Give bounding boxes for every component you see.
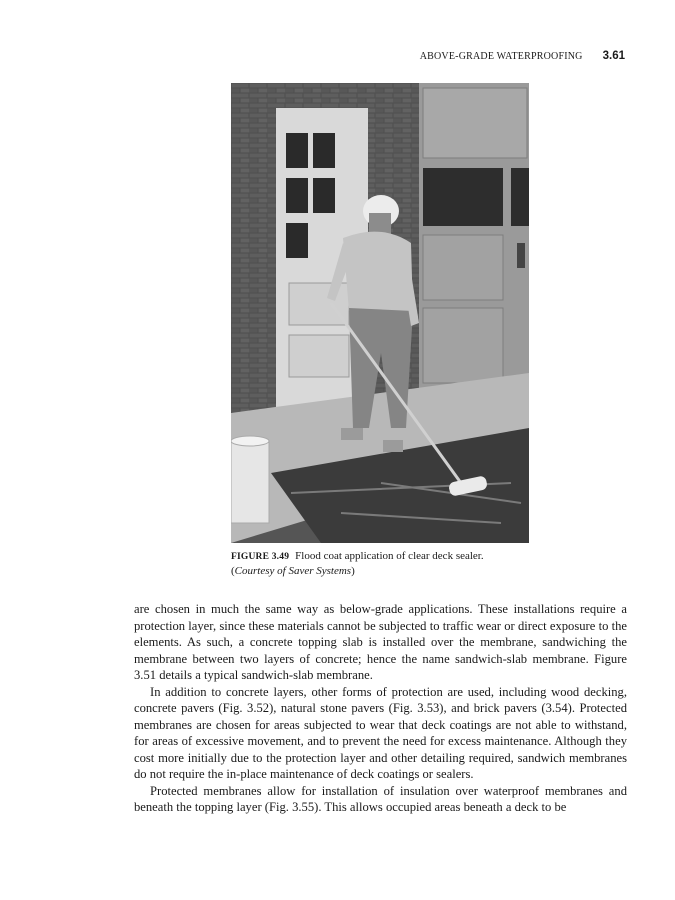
credit-close: )	[351, 565, 355, 577]
figure-label: FIGURE 3.49	[231, 552, 290, 562]
running-header	[0, 46, 625, 64]
caption-text: Flood coat application of clear deck sealer.	[295, 550, 484, 562]
page-number: 3.61	[602, 50, 625, 62]
bucket	[231, 441, 269, 523]
caption-line	[231, 549, 529, 564]
body-text	[134, 601, 627, 816]
figure-photo	[231, 83, 529, 543]
paragraph: Protected membranes allow for installation of insulation over waterproof membranes and beneath the topping layer (Fig. 3.55). This allows occupied areas beneath a deck to be	[134, 783, 627, 814]
paragraph: are chosen in much the same way as below-grade applications. These installations require a protection layer, since these materials cannot be subjected to traffic wear or direct exposure to the elements. As such, a concrete topping slab is installed over the membrane, sandwiching the membrane between two layers of concrete; hence the name sandwich-slab membrane. Figure 3.51 details a typical sandwich-slab membrane.	[134, 602, 627, 682]
credit-open: (	[231, 565, 235, 577]
paragraph: In addition to concrete layers, other forms of protection are used, including wood decking, concrete pavers (Fig. 3.52), natural stone pavers (Fig. 3.53), and brick pavers (3.54). Protected membranes are chosen for areas subjected to wear that deck coatings are not able to withstand, for areas of excessive movement, and to prevent the need for excess maintenance. Although they cost more initially due to the protection layer and other detailing required, sandwich membranes do not require the in-place maintenance of deck coatings or sealers.	[134, 684, 627, 781]
credit-text: Courtesy of Saver Systems	[234, 565, 352, 577]
figure-caption	[231, 549, 529, 578]
running-title: ABOVE-GRADE WATERPROOFING	[419, 51, 583, 62]
caption-credit	[231, 564, 529, 578]
